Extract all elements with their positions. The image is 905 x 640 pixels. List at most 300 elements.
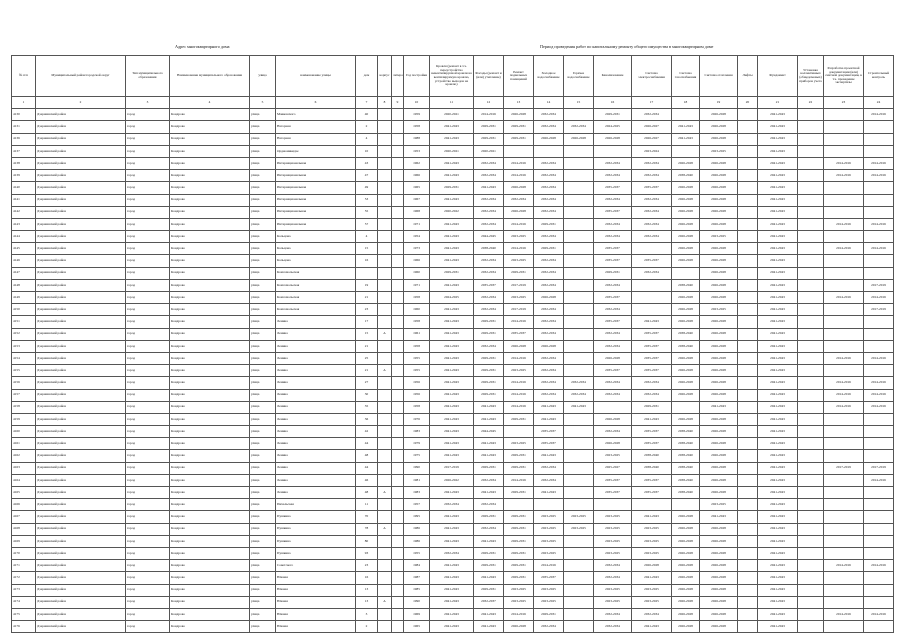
table-cell: 2014-2016 xyxy=(864,377,894,389)
table-cell: город xyxy=(126,499,170,511)
table-cell: 2041-2043 xyxy=(430,352,474,364)
table-cell xyxy=(672,145,700,157)
table-cell: 4137 xyxy=(12,145,36,157)
table-cell: улица xyxy=(250,377,276,389)
table-cell: 2014-2016 xyxy=(534,560,564,572)
table-cell: А xyxy=(378,596,392,608)
table-cell xyxy=(738,365,758,377)
table-cell xyxy=(864,499,894,511)
table-cell xyxy=(798,352,824,364)
table-cell: 2041-2043 xyxy=(758,365,798,377)
table-cell xyxy=(798,267,824,279)
table-cell: 4 xyxy=(356,231,378,243)
table-cell: А xyxy=(378,523,392,535)
table-cell: 1975 xyxy=(404,450,430,462)
table-cell xyxy=(864,121,894,133)
table-row xyxy=(12,109,894,121)
table-cell: 2029-2031 xyxy=(474,547,504,559)
table-cell xyxy=(824,365,864,377)
table-cell: 2032-2034 xyxy=(594,340,632,352)
table-cell: Дзержинский район xyxy=(36,145,126,157)
table-cell: 2026-2028 xyxy=(672,194,700,206)
table-cell xyxy=(392,450,404,462)
table-cell: Кондрово xyxy=(170,255,250,267)
table-row xyxy=(12,547,894,559)
table-cell xyxy=(392,231,404,243)
table-cell: 1962 xyxy=(404,157,430,169)
table-cell: 2041-2043 xyxy=(430,511,474,523)
table-cell xyxy=(378,218,392,230)
table-cell: улица xyxy=(250,499,276,511)
table-cell: Кондрово xyxy=(170,499,250,511)
table-cell: 2038-2040 xyxy=(632,450,672,462)
table-cell: Пихальская xyxy=(276,499,356,511)
table-cell: Дзержинский район xyxy=(36,401,126,413)
table-cell: 2026-2028 xyxy=(672,377,700,389)
table-cell xyxy=(738,596,758,608)
table-cell: 2032-2034 xyxy=(534,267,564,279)
table-cell: город xyxy=(126,182,170,194)
table-cell: 2026-2028 xyxy=(504,340,534,352)
table-cell: город xyxy=(126,340,170,352)
table-cell: Дзержинский район xyxy=(36,340,126,352)
table-cell xyxy=(564,547,594,559)
table-cell: 2032-2034 xyxy=(632,231,672,243)
table-cell: 2029-2031 xyxy=(474,316,504,328)
table-cell: 2041-2043 xyxy=(758,328,798,340)
table-cell xyxy=(738,206,758,218)
table-cell: 2041-2043 xyxy=(758,438,798,450)
column-number: 20 xyxy=(738,97,758,109)
table-cell: Кондрово xyxy=(170,487,250,499)
table-cell: 2041-2043 xyxy=(758,621,798,633)
table-cell: 2041-2043 xyxy=(430,535,474,547)
table-cell xyxy=(824,487,864,499)
table-cell: 2041-2043 xyxy=(758,413,798,425)
table-cell: 2032-2034 xyxy=(534,121,564,133)
table-cell: Кондрово xyxy=(170,377,250,389)
table-cell: 16 xyxy=(356,255,378,267)
table-cell xyxy=(798,340,824,352)
table-cell xyxy=(738,572,758,584)
table-cell xyxy=(824,535,864,547)
table-cell: 2032-2034 xyxy=(474,194,504,206)
table-cell: 1971 xyxy=(404,279,430,291)
table-cell: 4144 xyxy=(12,231,36,243)
column-number: 17 xyxy=(632,97,672,109)
table-cell xyxy=(392,279,404,291)
table-cell xyxy=(798,133,824,145)
table-cell: 2026-2028 xyxy=(672,365,700,377)
table-cell: 21 xyxy=(356,292,378,304)
column-header: Система электроснабжения xyxy=(632,56,672,97)
table-cell: 2026-2028 xyxy=(700,109,738,121)
table-cell: 2032-2034 xyxy=(474,474,504,486)
table-cell: 2032-2034 xyxy=(534,304,564,316)
table-cell: 2035-2037 xyxy=(594,292,632,304)
table-cell: 2026-2028 xyxy=(504,182,534,194)
table-cell xyxy=(564,182,594,194)
table-cell xyxy=(392,511,404,523)
table-cell xyxy=(392,377,404,389)
table-cell: Южная xyxy=(276,608,356,620)
table-cell xyxy=(798,487,824,499)
table-cell: 2041-2043 xyxy=(758,499,798,511)
table-cell: 2029-2031 xyxy=(474,511,504,523)
table-cell xyxy=(738,194,758,206)
table-cell: Кондрово xyxy=(170,572,250,584)
table-cell: 2026-2028 xyxy=(700,584,738,596)
table-cell: 10 xyxy=(356,145,378,157)
table-cell: 2014-2016 xyxy=(824,401,864,413)
table-cell: 15 xyxy=(356,243,378,255)
table-cell: 2023-2024 xyxy=(632,145,672,157)
table-row xyxy=(12,316,894,328)
table-cell xyxy=(564,450,594,462)
column-number: 18 xyxy=(672,97,700,109)
table-cell xyxy=(738,621,758,633)
table-cell: 2041-2043 xyxy=(700,511,738,523)
table-cell: 2026-2028 xyxy=(672,389,700,401)
table-cell: 2026-2028 xyxy=(700,413,738,425)
column-header: № п/п xyxy=(12,56,36,97)
table-cell: 2029-2031 xyxy=(474,377,504,389)
table-cell: 2026-2028 xyxy=(700,377,738,389)
table-cell xyxy=(864,206,894,218)
table-cell: 2041-2043 xyxy=(430,304,474,316)
table-cell xyxy=(392,206,404,218)
table-cell: Дзержинский район xyxy=(36,292,126,304)
table-cell xyxy=(564,413,594,425)
table-cell xyxy=(392,474,404,486)
table-cell xyxy=(392,121,404,133)
table-cell: Кондрово xyxy=(170,413,250,425)
table-cell xyxy=(738,133,758,145)
table-cell: Кондрово xyxy=(170,328,250,340)
table-cell: улица xyxy=(250,584,276,596)
table-row xyxy=(12,279,894,291)
table-cell: 2032-2034 xyxy=(474,304,504,316)
table-cell xyxy=(738,547,758,559)
table-cell: 2032-2034 xyxy=(534,109,564,121)
table-cell xyxy=(564,267,594,279)
table-cell: Ленина xyxy=(276,316,356,328)
table-cell: 2041-2043 xyxy=(758,316,798,328)
table-cell: 2032-2034 xyxy=(474,340,504,352)
table-cell: 2032-2034 xyxy=(632,267,672,279)
column-header: Система отопления xyxy=(700,56,738,97)
table-cell xyxy=(378,206,392,218)
table-cell: 1966 xyxy=(404,255,430,267)
table-row xyxy=(12,572,894,584)
table-cell: 1961 xyxy=(404,328,430,340)
table-cell xyxy=(738,157,758,169)
table-cell: 2041-2043 xyxy=(758,377,798,389)
table-cell xyxy=(798,304,824,316)
table-cell: Дзержинский район xyxy=(36,389,126,401)
table-cell xyxy=(392,535,404,547)
table-cell: 2 xyxy=(356,121,378,133)
table-cell xyxy=(564,596,594,608)
period-group-title: Период проведения работ по капитальному ремонту общего имущества в многоквартирном доме xyxy=(540,44,714,49)
table-cell xyxy=(864,365,894,377)
table-cell xyxy=(378,145,392,157)
table-cell: 2041-2043 xyxy=(430,170,474,182)
table-cell xyxy=(864,511,894,523)
table-cell xyxy=(504,499,534,511)
table-cell: 2029-2031 xyxy=(474,352,504,364)
table-cell: улица xyxy=(250,267,276,279)
table-cell: Южная xyxy=(276,596,356,608)
table-cell: улица xyxy=(250,365,276,377)
table-row xyxy=(12,535,894,547)
table-row xyxy=(12,584,894,596)
table-cell: Кондрово xyxy=(170,547,250,559)
table-cell xyxy=(798,279,824,291)
table-cell: 2041-2043 xyxy=(758,243,798,255)
table-cell xyxy=(824,450,864,462)
table-cell: 2026-2028 xyxy=(700,365,738,377)
table-cell: Кондрово xyxy=(170,267,250,279)
table-row xyxy=(12,231,894,243)
table-cell: 1959 xyxy=(404,109,430,121)
table-cell xyxy=(392,523,404,535)
table-cell: 2014-2016 xyxy=(864,157,894,169)
table-cell xyxy=(798,109,824,121)
table-cell xyxy=(378,231,392,243)
table-cell: 44 xyxy=(356,462,378,474)
table-cell xyxy=(798,535,824,547)
table-row xyxy=(12,157,894,169)
table-cell: улица xyxy=(250,292,276,304)
table-cell: Дзержинский район xyxy=(36,243,126,255)
table-cell xyxy=(738,170,758,182)
table-cell xyxy=(798,547,824,559)
table-cell: Комсомольская xyxy=(276,267,356,279)
table-cell: 2032-2034 xyxy=(632,170,672,182)
table-cell: Дзержинский район xyxy=(36,572,126,584)
column-header: Горячее водоснабжение xyxy=(564,56,594,97)
table-cell: 2026-2028 xyxy=(504,621,534,633)
table-cell xyxy=(824,584,864,596)
table-cell xyxy=(798,499,824,511)
table-cell: Кондрово xyxy=(170,218,250,230)
table-cell: 2026-2028 xyxy=(700,535,738,547)
table-cell xyxy=(738,584,758,596)
table-cell: город xyxy=(126,474,170,486)
table-cell: 4172 xyxy=(12,572,36,584)
table-cell: 2014-2016 xyxy=(864,292,894,304)
table-cell: 2041-2043 xyxy=(758,194,798,206)
table-cell: 2044-2045 xyxy=(474,231,504,243)
table-cell: Кондрово xyxy=(170,304,250,316)
table-cell xyxy=(864,487,894,499)
table-cell: 2026-2028 xyxy=(672,535,700,547)
table-cell: улица xyxy=(250,608,276,620)
table-cell: 13 xyxy=(356,584,378,596)
table-cell: 2014-2016 xyxy=(824,292,864,304)
table-cell: Кольцова xyxy=(276,255,356,267)
table-cell: 2023-2025 xyxy=(632,547,672,559)
table-cell: улица xyxy=(250,133,276,145)
table-cell: 2041-2043 xyxy=(758,279,798,291)
table-cell xyxy=(378,438,392,450)
table-cell xyxy=(738,450,758,462)
table-cell: 2014-2016 xyxy=(504,170,534,182)
table-cell: 2032-2034 xyxy=(594,170,632,182)
table-cell: Дзержинский район xyxy=(36,535,126,547)
table-cell: 2026-2028 xyxy=(632,560,672,572)
table-cell: Ленина xyxy=(276,462,356,474)
table-row xyxy=(12,218,894,230)
table-cell xyxy=(738,438,758,450)
table-cell xyxy=(356,267,378,279)
table-cell: 2017-2019 xyxy=(864,304,894,316)
table-cell xyxy=(824,621,864,633)
table-row xyxy=(12,145,894,157)
table-cell xyxy=(798,170,824,182)
table-cell: Ленина xyxy=(276,352,356,364)
table-cell: город xyxy=(126,243,170,255)
table-cell xyxy=(564,218,594,230)
table-cell: 1967 xyxy=(404,194,430,206)
table-cell: Кондрово xyxy=(170,426,250,438)
table-cell xyxy=(378,389,392,401)
table-cell: 2026-2028 xyxy=(594,413,632,425)
table-cell: 2041-2043 xyxy=(758,218,798,230)
table-cell: 2041-2043 xyxy=(474,401,504,413)
table-cell: 2041-2043 xyxy=(758,608,798,620)
table-cell: 2026-2028 xyxy=(672,206,700,218)
table-cell: 2014-2016 xyxy=(824,157,864,169)
table-cell: 2026-2027 xyxy=(632,133,672,145)
table-cell: 1971 xyxy=(404,218,430,230)
table-cell: 2029-2031 xyxy=(474,328,504,340)
table-cell: улица xyxy=(250,316,276,328)
table-cell: 2032-2034 xyxy=(594,279,632,291)
table-cell: 2029-2031 xyxy=(632,401,672,413)
column-number: 3 xyxy=(126,97,170,109)
table-cell: 2026-2028 xyxy=(700,438,738,450)
table-cell: Маяковского xyxy=(276,109,356,121)
table-cell: 2041-2043 xyxy=(758,401,798,413)
table-cell: улица xyxy=(250,487,276,499)
table-cell: 2041-2043 xyxy=(430,365,474,377)
column-header: Кровля (ремонт в т.ч. переустройство невентилируемой кровли на вентилируемую кровлю, устройство выходов на кровлю) xyxy=(430,56,474,97)
table-cell: 2032-2034 xyxy=(474,499,504,511)
table-row xyxy=(12,194,894,206)
table-cell: Пушкина xyxy=(276,511,356,523)
table-row xyxy=(12,340,894,352)
table-cell: 2038-2040 xyxy=(672,438,700,450)
table-cell: 2035-2037 xyxy=(474,279,504,291)
address-group-title: Адрес многоквартирного дома xyxy=(175,44,230,49)
table-cell: 2035-2037 xyxy=(632,487,672,499)
table-cell: город xyxy=(126,535,170,547)
table-cell: 48 xyxy=(356,487,378,499)
table-cell: 2014-2016 xyxy=(474,109,504,121)
table-cell: 4 xyxy=(356,133,378,145)
table-cell xyxy=(564,194,594,206)
table-cell: 2032-2034 xyxy=(474,206,504,218)
table-cell xyxy=(798,523,824,535)
table-cell: 2035-2037 xyxy=(594,487,632,499)
table-cell: 2026-2028 xyxy=(700,255,738,267)
table-cell: 2026-2028 xyxy=(672,218,700,230)
table-cell: 2023-2025 xyxy=(632,523,672,535)
table-cell xyxy=(738,267,758,279)
table-cell: 2020-2022 xyxy=(430,206,474,218)
table-cell: 4138 xyxy=(12,157,36,169)
table-cell: 2023-2025 xyxy=(504,584,534,596)
table-cell xyxy=(738,304,758,316)
table-cell: 70 xyxy=(356,511,378,523)
table-cell: 2023-2025 xyxy=(534,535,564,547)
table-cell: 2023-2025 xyxy=(700,145,738,157)
table-cell xyxy=(824,523,864,535)
table-cell xyxy=(632,304,672,316)
table-row xyxy=(12,304,894,316)
table-cell xyxy=(824,511,864,523)
table-cell: Интернациональная xyxy=(276,170,356,182)
table-cell xyxy=(564,328,594,340)
table-cell: 2038-2040 xyxy=(672,487,700,499)
table-cell xyxy=(798,438,824,450)
table-cell: 2041-2043 xyxy=(758,109,798,121)
column-number-row xyxy=(12,97,894,109)
table-cell: 2035-2037 xyxy=(594,316,632,328)
table-cell xyxy=(378,352,392,364)
table-cell: 2032-2034 xyxy=(534,328,564,340)
table-cell: 1958 xyxy=(404,401,430,413)
table-cell: 2014-2016 xyxy=(824,389,864,401)
table-cell: 2032-2034 xyxy=(474,523,504,535)
table-cell xyxy=(824,438,864,450)
table-cell: 2023-2025 xyxy=(700,231,738,243)
table-cell: Кондрово xyxy=(170,608,250,620)
table-row xyxy=(12,365,894,377)
table-cell: Ленина xyxy=(276,413,356,425)
table-cell xyxy=(672,267,700,279)
table-cell: город xyxy=(126,413,170,425)
column-header: Ремонт подвальных помещений xyxy=(504,56,534,97)
column-number: 1 xyxy=(12,97,36,109)
table-cell: Дзержинский район xyxy=(36,255,126,267)
table-cell: 2014-2016 xyxy=(864,170,894,182)
table-cell xyxy=(564,109,594,121)
table-cell: 2035-2037 xyxy=(534,438,564,450)
table-cell: Кондрово xyxy=(170,133,250,145)
table-cell: Ленина xyxy=(276,365,356,377)
table-cell: Дзержинский район xyxy=(36,450,126,462)
table-cell: 2023-2025 xyxy=(594,450,632,462)
table-cell xyxy=(864,438,894,450)
table-cell xyxy=(392,499,404,511)
table-cell: 1995 xyxy=(404,511,430,523)
table-cell: 2032-2034 xyxy=(564,389,594,401)
table-cell: 2035-2037 xyxy=(594,182,632,194)
table-cell xyxy=(632,499,672,511)
table-cell: 2029-2031 xyxy=(504,560,534,572)
table-cell: 2032-2034 xyxy=(632,389,672,401)
table-cell xyxy=(392,608,404,620)
table-cell: Дзержинский район xyxy=(36,499,126,511)
table-cell: 2041-2043 xyxy=(430,572,474,584)
table-cell: 2014-2016 xyxy=(864,401,894,413)
table-cell: 2026-2028 xyxy=(700,487,738,499)
table-cell xyxy=(798,596,824,608)
table-cell: 53 xyxy=(356,194,378,206)
